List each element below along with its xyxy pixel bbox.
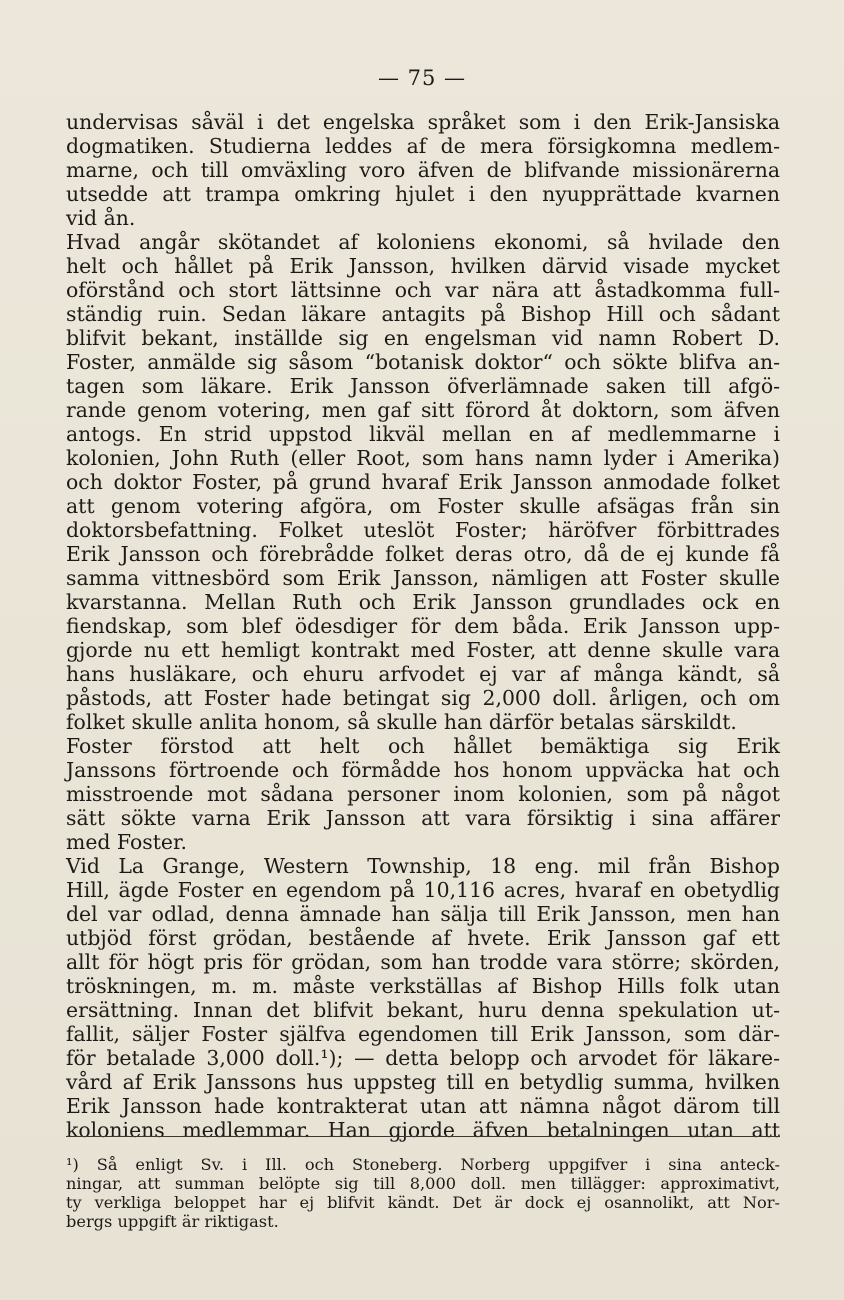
text-line: hans husläkare, och ehuru arfvodet ej var af många kändt, så (66, 662, 780, 686)
footnote-line: bergs uppgift är riktigast. (66, 1212, 279, 1231)
text-line: vård af Erik Janssons hus uppsteg till en betydlig summa, hvilken (66, 1070, 780, 1094)
text-line: kolonien, John Ruth (eller Root, som hans namn lyder i Amerika) (66, 446, 780, 470)
footnote-line: ¹) Så enligt Sv. i Ill. och Stoneberg. Norberg uppgifver i sina anteck- (66, 1155, 780, 1174)
text-line: Hvad angår skötandet af koloniens ekonomi, så hvilade den (66, 230, 780, 254)
text-line: Foster förstod att helt och hållet bemäktiga sig Erik (66, 734, 780, 758)
text-line: oförstånd och stort lättsinne och var nära att åstadkomma full- (66, 278, 780, 302)
body-text (66, 110, 780, 1142)
text-line: koloniens medlemmar. Han gjorde äfven betalningen utan att (66, 1118, 780, 1142)
text-line: doktorsbefattning. Folket uteslöt Foster; häröfver förbittrades (66, 518, 780, 542)
text-line: allt för högt pris för grödan, som han trodde vara större; skörden, (66, 950, 780, 974)
text-line: gjorde nu ett hemligt kontrakt med Foster, att denne skulle vara (66, 638, 780, 662)
text-line: och doktor Foster, på grund hvaraf Erik Jansson anmodade folket (66, 470, 780, 494)
text-line: tagen som läkare. Erik Jansson öfverlämnade saken till afgö- (66, 374, 780, 398)
text-line: Vid La Grange, Western Township, 18 eng. mil från Bishop (66, 854, 780, 878)
footnote-line: ty verkliga beloppet har ej blifvit kändt. Det är dock ej osannolikt, att Nor- (66, 1193, 780, 1212)
footnote (66, 1155, 780, 1231)
text-line: för betalade 3,000 doll.¹); — detta belopp och arvodet för läkare- (66, 1046, 780, 1070)
text-line: påstods, att Foster hade betingat sig 2,000 doll. årligen, och om (66, 686, 780, 710)
text-line: sätt sökte varna Erik Jansson att vara försiktig i sina affärer (66, 806, 780, 830)
text-line: fiendskap, som blef ödesdiger för dem båda. Erik Jansson upp- (66, 614, 780, 638)
text-line: Foster, anmälde sig såsom “botanisk doktor“ och sökte blifva an- (66, 350, 780, 374)
footnote-divider (66, 1136, 780, 1137)
text-line: Janssons förtroende och förmådde hos honom uppväcka hat och (66, 758, 780, 782)
text-line: kvarstanna. Mellan Ruth och Erik Jansson grundlades ock en (66, 590, 780, 614)
text-line: misstroende mot sådana personer inom kolonien, som på något (66, 782, 780, 806)
text-line: fallit, säljer Foster själfva egendomen till Erik Jansson, som där- (66, 1022, 780, 1046)
text-line: marne, och till omväxling voro äfven de blifvande missionärerna (66, 158, 780, 182)
text-line: Erik Jansson hade kontrakterat utan att nämna något därom till (66, 1094, 780, 1118)
footnote-line: ningar, att summan belöpte sig till 8,000 doll. men tillägger: approximativt, (66, 1174, 780, 1193)
text-line: ersättning. Innan det blifvit bekant, huru denna spekulation ut- (66, 998, 780, 1022)
text-line: rande genom votering, men gaf sitt förord åt doktorn, som äfven (66, 398, 780, 422)
text-line: antogs. En strid uppstod likväl mellan en af medlemmarne i (66, 422, 780, 446)
text-line: helt och hållet på Erik Jansson, hvilken därvid visade mycket (66, 254, 780, 278)
text-line: utsedde att trampa omkring hjulet i den nyupprättade kvarnen (66, 182, 780, 206)
text-line: utbjöd först grödan, bestående af hvete. Erik Jansson gaf ett (66, 926, 780, 950)
text-line: folket skulle anlita honom, så skulle han därför betalas särskildt. (66, 710, 737, 734)
text-line: undervisas såväl i det engelska språket som i den Erik-Jansiska (66, 110, 780, 134)
text-line: ständig ruin. Sedan läkare antagits på Bishop Hill och sådant (66, 302, 780, 326)
text-line: vid ån. (66, 206, 136, 230)
text-line: Erik Jansson och förebrådde folket deras otro, då de ej kunde få (66, 542, 780, 566)
page-number: — 75 — (377, 66, 467, 90)
text-line: blifvit bekant, inställde sig en engelsman vid namn Robert D. (66, 326, 780, 350)
text-line: tröskningen, m. m. måste verkställas af Bishop Hills folk utan (66, 974, 780, 998)
text-line: del var odlad, denna ämnade han sälja till Erik Jansson, men han (66, 902, 780, 926)
text-line: Hill, ägde Foster en egendom på 10,116 acres, hvaraf en obetydlig (66, 878, 780, 902)
text-line: dogmatiken. Studierna leddes af de mera försigkomna medlem- (66, 134, 780, 158)
text-line: att genom votering afgöra, om Foster skulle afsägas från sin (66, 494, 780, 518)
text-line: med Foster. (66, 830, 187, 854)
text-line: samma vittnesbörd som Erik Jansson, nämligen att Foster skulle (66, 566, 780, 590)
